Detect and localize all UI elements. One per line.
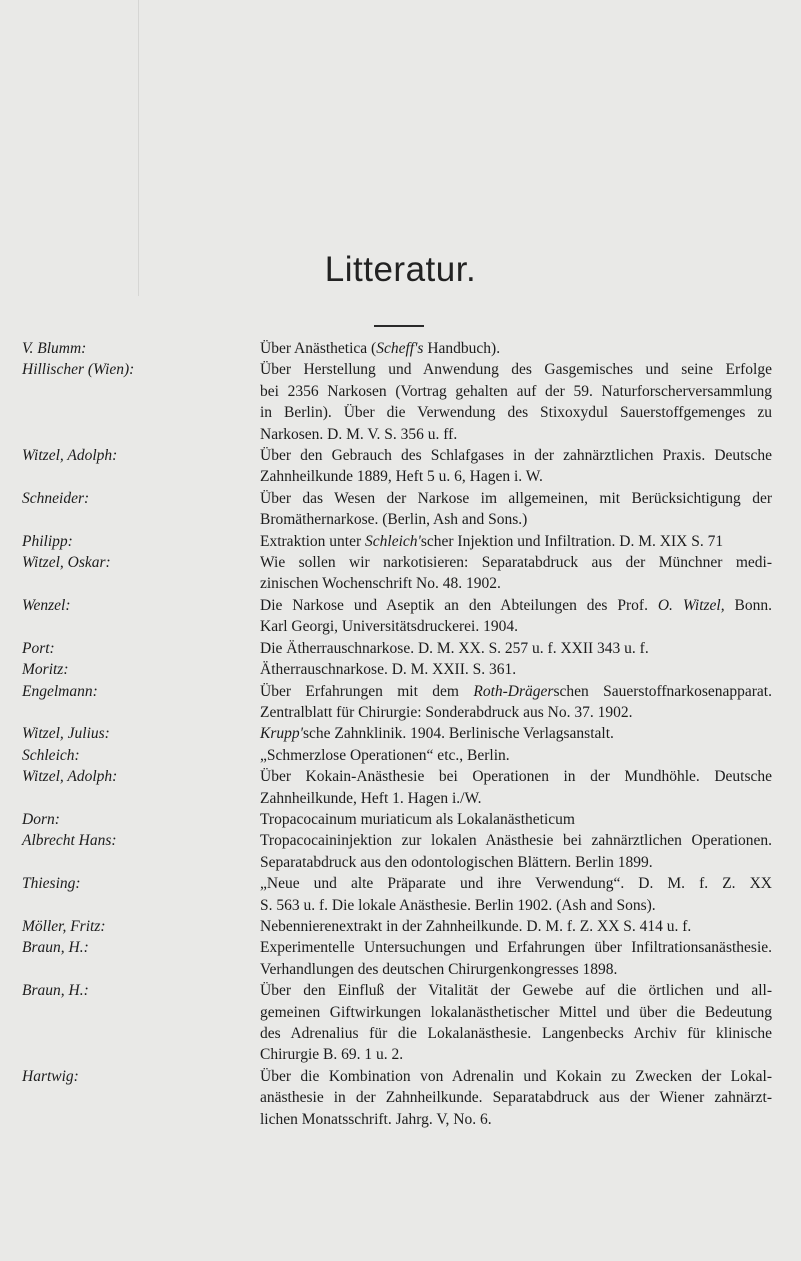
bibliography-entry	[22, 659, 772, 680]
entry-author: Moritz:	[22, 661, 69, 679]
entry-line	[260, 830, 772, 851]
bibliography-entry	[22, 445, 772, 488]
italic-segment: Roth-Dräger	[473, 682, 554, 700]
entry-author: Port:	[22, 639, 55, 657]
entry-text	[260, 681, 772, 724]
entry-line	[260, 723, 772, 744]
entry-text	[260, 552, 772, 595]
text-segment: lichen Monatsschrift. Jahrg. V, No. 6.	[260, 1110, 492, 1128]
entry-line	[260, 1002, 772, 1023]
entry-text	[260, 809, 772, 830]
bibliography-entry	[22, 552, 772, 595]
entry-text	[260, 723, 772, 744]
bibliography-entry	[22, 980, 772, 1066]
entry-line	[260, 445, 772, 466]
text-segment: zinischen Wochenschrift No. 48. 1902.	[260, 575, 501, 593]
entry-text	[260, 638, 772, 659]
text-segment: „Schmerzlose Operationen“ etc., Berlin.	[260, 746, 510, 764]
bibliography-entry	[22, 488, 772, 531]
bibliography-entry	[22, 681, 772, 724]
entry-text	[260, 937, 772, 980]
text-segment: Über die Kombination von Adrenalin und Kokain zu Zwecken der Lokal-	[260, 1067, 772, 1085]
bibliography-entry	[22, 766, 772, 809]
text-segment: schen Sauerstoffnarkosenapparat.	[553, 682, 772, 700]
italic-segment: Krupp'	[260, 725, 303, 743]
entry-line	[260, 424, 772, 445]
entry-author: Witzel, Julius:	[22, 725, 110, 743]
entry-line	[260, 638, 772, 659]
italic-segment: Schleich'	[365, 532, 421, 550]
entry-author: Witzel, Adolph:	[22, 768, 118, 786]
entry-author: Witzel, Oskar:	[22, 554, 111, 572]
entry-text	[260, 766, 772, 809]
text-segment: scher Injektion und Infiltration. D. M. XIX S. 71	[420, 532, 724, 550]
text-segment: Experimentelle Untersuchungen und Erfahrungen über Infiltrationsanästhesie.	[260, 939, 772, 957]
text-segment: Bonn.	[724, 596, 772, 614]
entry-author: V. Blumm:	[22, 340, 87, 357]
entry-line	[260, 488, 772, 509]
bibliography-entry	[22, 638, 772, 659]
entry-text	[260, 338, 772, 359]
entry-line	[260, 1044, 772, 1065]
title-divider	[374, 325, 424, 327]
entry-text	[260, 659, 772, 680]
text-segment: Tropacocainum muriaticum als Lokalanästheticum	[260, 810, 575, 828]
entry-text	[260, 916, 772, 937]
entry-author: Albrecht Hans:	[22, 832, 117, 850]
entry-author: Braun, H.:	[22, 939, 89, 957]
entry-line	[260, 509, 772, 530]
text-segment: Ätherrauschnarkose. D. M. XXII. S. 361.	[260, 661, 517, 679]
text-segment: Narkosen. D. M. V. S. 356 u. ff.	[260, 425, 458, 443]
entry-text	[260, 531, 772, 552]
italic-segment: O. Witzel,	[657, 596, 725, 614]
text-segment: Separatabdruck aus den odontologischen Blättern. Berlin 1899.	[260, 853, 653, 871]
entry-line	[260, 766, 772, 787]
entry-author: Braun, H.:	[22, 982, 89, 1000]
text-segment: Über das Wesen der Narkose im allgemeinen, mit Berücksichtigung der	[260, 489, 772, 507]
entry-line	[260, 659, 772, 680]
entry-author: Dorn:	[22, 810, 60, 828]
bibliography-entry	[22, 745, 772, 766]
entry-line	[260, 937, 772, 958]
bibliography-entry	[22, 531, 772, 552]
entry-line	[260, 1109, 772, 1130]
entry-line	[260, 402, 772, 423]
bibliography-entry	[22, 338, 772, 359]
text-segment: Zentralblatt für Chirurgie: Sonderabdruck aus No. 37. 1902.	[260, 703, 633, 721]
entry-author: Wenzel:	[22, 596, 71, 614]
entry-line	[260, 852, 772, 873]
text-segment: Chirurgie B. 69. 1 u. 2.	[260, 1046, 404, 1064]
entry-line	[260, 873, 772, 894]
entry-text	[260, 745, 772, 766]
entry-line	[260, 895, 772, 916]
entry-line	[260, 980, 772, 1001]
page-title: Litteratur.	[324, 250, 477, 289]
entry-line	[260, 573, 772, 594]
entry-line	[260, 595, 772, 616]
bibliography-entry	[22, 916, 772, 937]
text-segment: Tropacocaininjektion zur lokalen Anästhesie bei zahnärztlichen Operationen.	[260, 832, 772, 850]
entry-line	[260, 338, 772, 359]
entry-line	[260, 466, 772, 487]
text-segment: Handbuch).	[423, 340, 501, 357]
entry-author: Thiesing:	[22, 875, 81, 893]
text-segment: Über den Einfluß der Vitalität der Gewebe auf die örtlichen und all-	[260, 982, 772, 1000]
entry-line	[260, 745, 772, 766]
entry-text	[260, 980, 772, 1066]
text-segment: sche Zahnklinik. 1904. Berlinische Verlagsanstalt.	[302, 725, 614, 743]
bibliography-list	[22, 338, 772, 1130]
bibliography-entry	[22, 359, 772, 445]
entry-author: Schleich:	[22, 746, 80, 764]
entry-line	[260, 552, 772, 573]
italic-segment: Scheff's	[376, 340, 424, 357]
entry-author: Möller, Fritz:	[22, 917, 106, 935]
entry-line	[260, 788, 772, 809]
bibliography-entry	[22, 1066, 772, 1130]
text-segment: Karl Georgi, Universitätsdruckerei. 1904.	[260, 618, 518, 636]
text-segment: Wie sollen wir narkotisieren: Separatabdruck aus der Münchner medi-	[260, 554, 772, 572]
entry-line	[260, 959, 772, 980]
text-segment: Über den Gebrauch des Schlafgases in der zahnärztlichen Praxis. Deutsche	[260, 447, 772, 465]
text-segment: bei 2356 Narkosen (Vortrag gehalten auf der 59. Naturforscherversammlung	[260, 382, 772, 400]
text-segment: „Neue und alte Präparate und ihre Verwendung“. D. M. f. Z. XX	[260, 875, 772, 893]
text-segment: Die Ätherrauschnarkose. D. M. XX. S. 257 u. f. XXII 343 u. f.	[260, 639, 649, 657]
text-segment: Über Anästhetica (	[260, 340, 377, 357]
entry-author: Hartwig:	[22, 1067, 79, 1085]
text-segment: Bromäthernarkose. (Berlin, Ash and Sons.)	[260, 511, 528, 529]
entry-text	[260, 1066, 772, 1130]
bibliography-entry	[22, 937, 772, 980]
entry-line	[260, 809, 772, 830]
bibliography-entry	[22, 830, 772, 873]
entry-line	[260, 359, 772, 380]
text-segment: Über Kokain-Anästhesie bei Operationen in der Mundhöhle. Deutsche	[260, 768, 772, 786]
text-segment: Verhandlungen des deutschen Chirurgenkongresses 1898.	[260, 960, 618, 978]
entry-author: Witzel, Adolph:	[22, 447, 118, 465]
text-segment: Zahnheilkunde 1889, Heft 5 u. 6, Hagen i. W.	[260, 468, 543, 486]
text-segment: in Berlin). Über die Verwendung des Stixoxydul Sauerstoffgemenges zu	[260, 404, 772, 422]
bibliography-entry	[22, 595, 772, 638]
entry-line	[260, 1066, 772, 1087]
entry-author: Schneider:	[22, 489, 90, 507]
entry-line	[260, 531, 772, 552]
entry-line	[260, 381, 772, 402]
entry-line	[260, 1023, 772, 1044]
text-segment: des Adrenalius für die Lokalanästhesie. Langenbecks Archiv für klinische	[260, 1025, 772, 1042]
bibliography-entry	[22, 723, 772, 744]
entry-line	[260, 916, 772, 937]
entry-text	[260, 595, 772, 638]
text-segment: Nebennierenextrakt in der Zahnheilkunde. D. M. f. Z. XX S. 414 u. f.	[260, 917, 692, 935]
entry-author: Hillischer (Wien):	[22, 361, 135, 379]
text-segment: Über Erfahrungen mit dem	[260, 682, 474, 700]
text-segment: Über Herstellung und Anwendung des Gasgemisches und seine Erfolge	[260, 361, 772, 379]
text-segment: gemeinen Giftwirkungen lokalanästhetischer Mittel und über die Bedeutung	[260, 1003, 772, 1021]
entry-text	[260, 445, 772, 488]
entry-line	[260, 616, 772, 637]
entry-line	[260, 681, 772, 702]
entry-text	[260, 488, 772, 531]
text-segment: S. 563 u. f. Die lokale Anästhesie. Berlin 1902. (Ash and Sons).	[260, 896, 656, 914]
entry-text	[260, 830, 772, 873]
entry-text	[260, 873, 772, 916]
text-segment: anästhesie in der Zahnheilkunde. Separatabdruck aus der Wiener zahnärzt-	[260, 1089, 772, 1107]
bibliography-entry	[22, 809, 772, 830]
bibliography-entry	[22, 873, 772, 916]
entry-text	[260, 359, 772, 445]
entry-author: Philipp:	[22, 532, 73, 550]
text-segment: Extraktion unter	[260, 532, 366, 550]
entry-author: Engelmann:	[22, 682, 98, 700]
entry-line	[260, 702, 772, 723]
text-segment: Die Narkose und Aseptik an den Abteilungen des Prof.	[260, 596, 658, 614]
text-segment: Zahnheilkunde, Heft 1. Hagen i./W.	[260, 789, 482, 807]
entry-line	[260, 1087, 772, 1108]
